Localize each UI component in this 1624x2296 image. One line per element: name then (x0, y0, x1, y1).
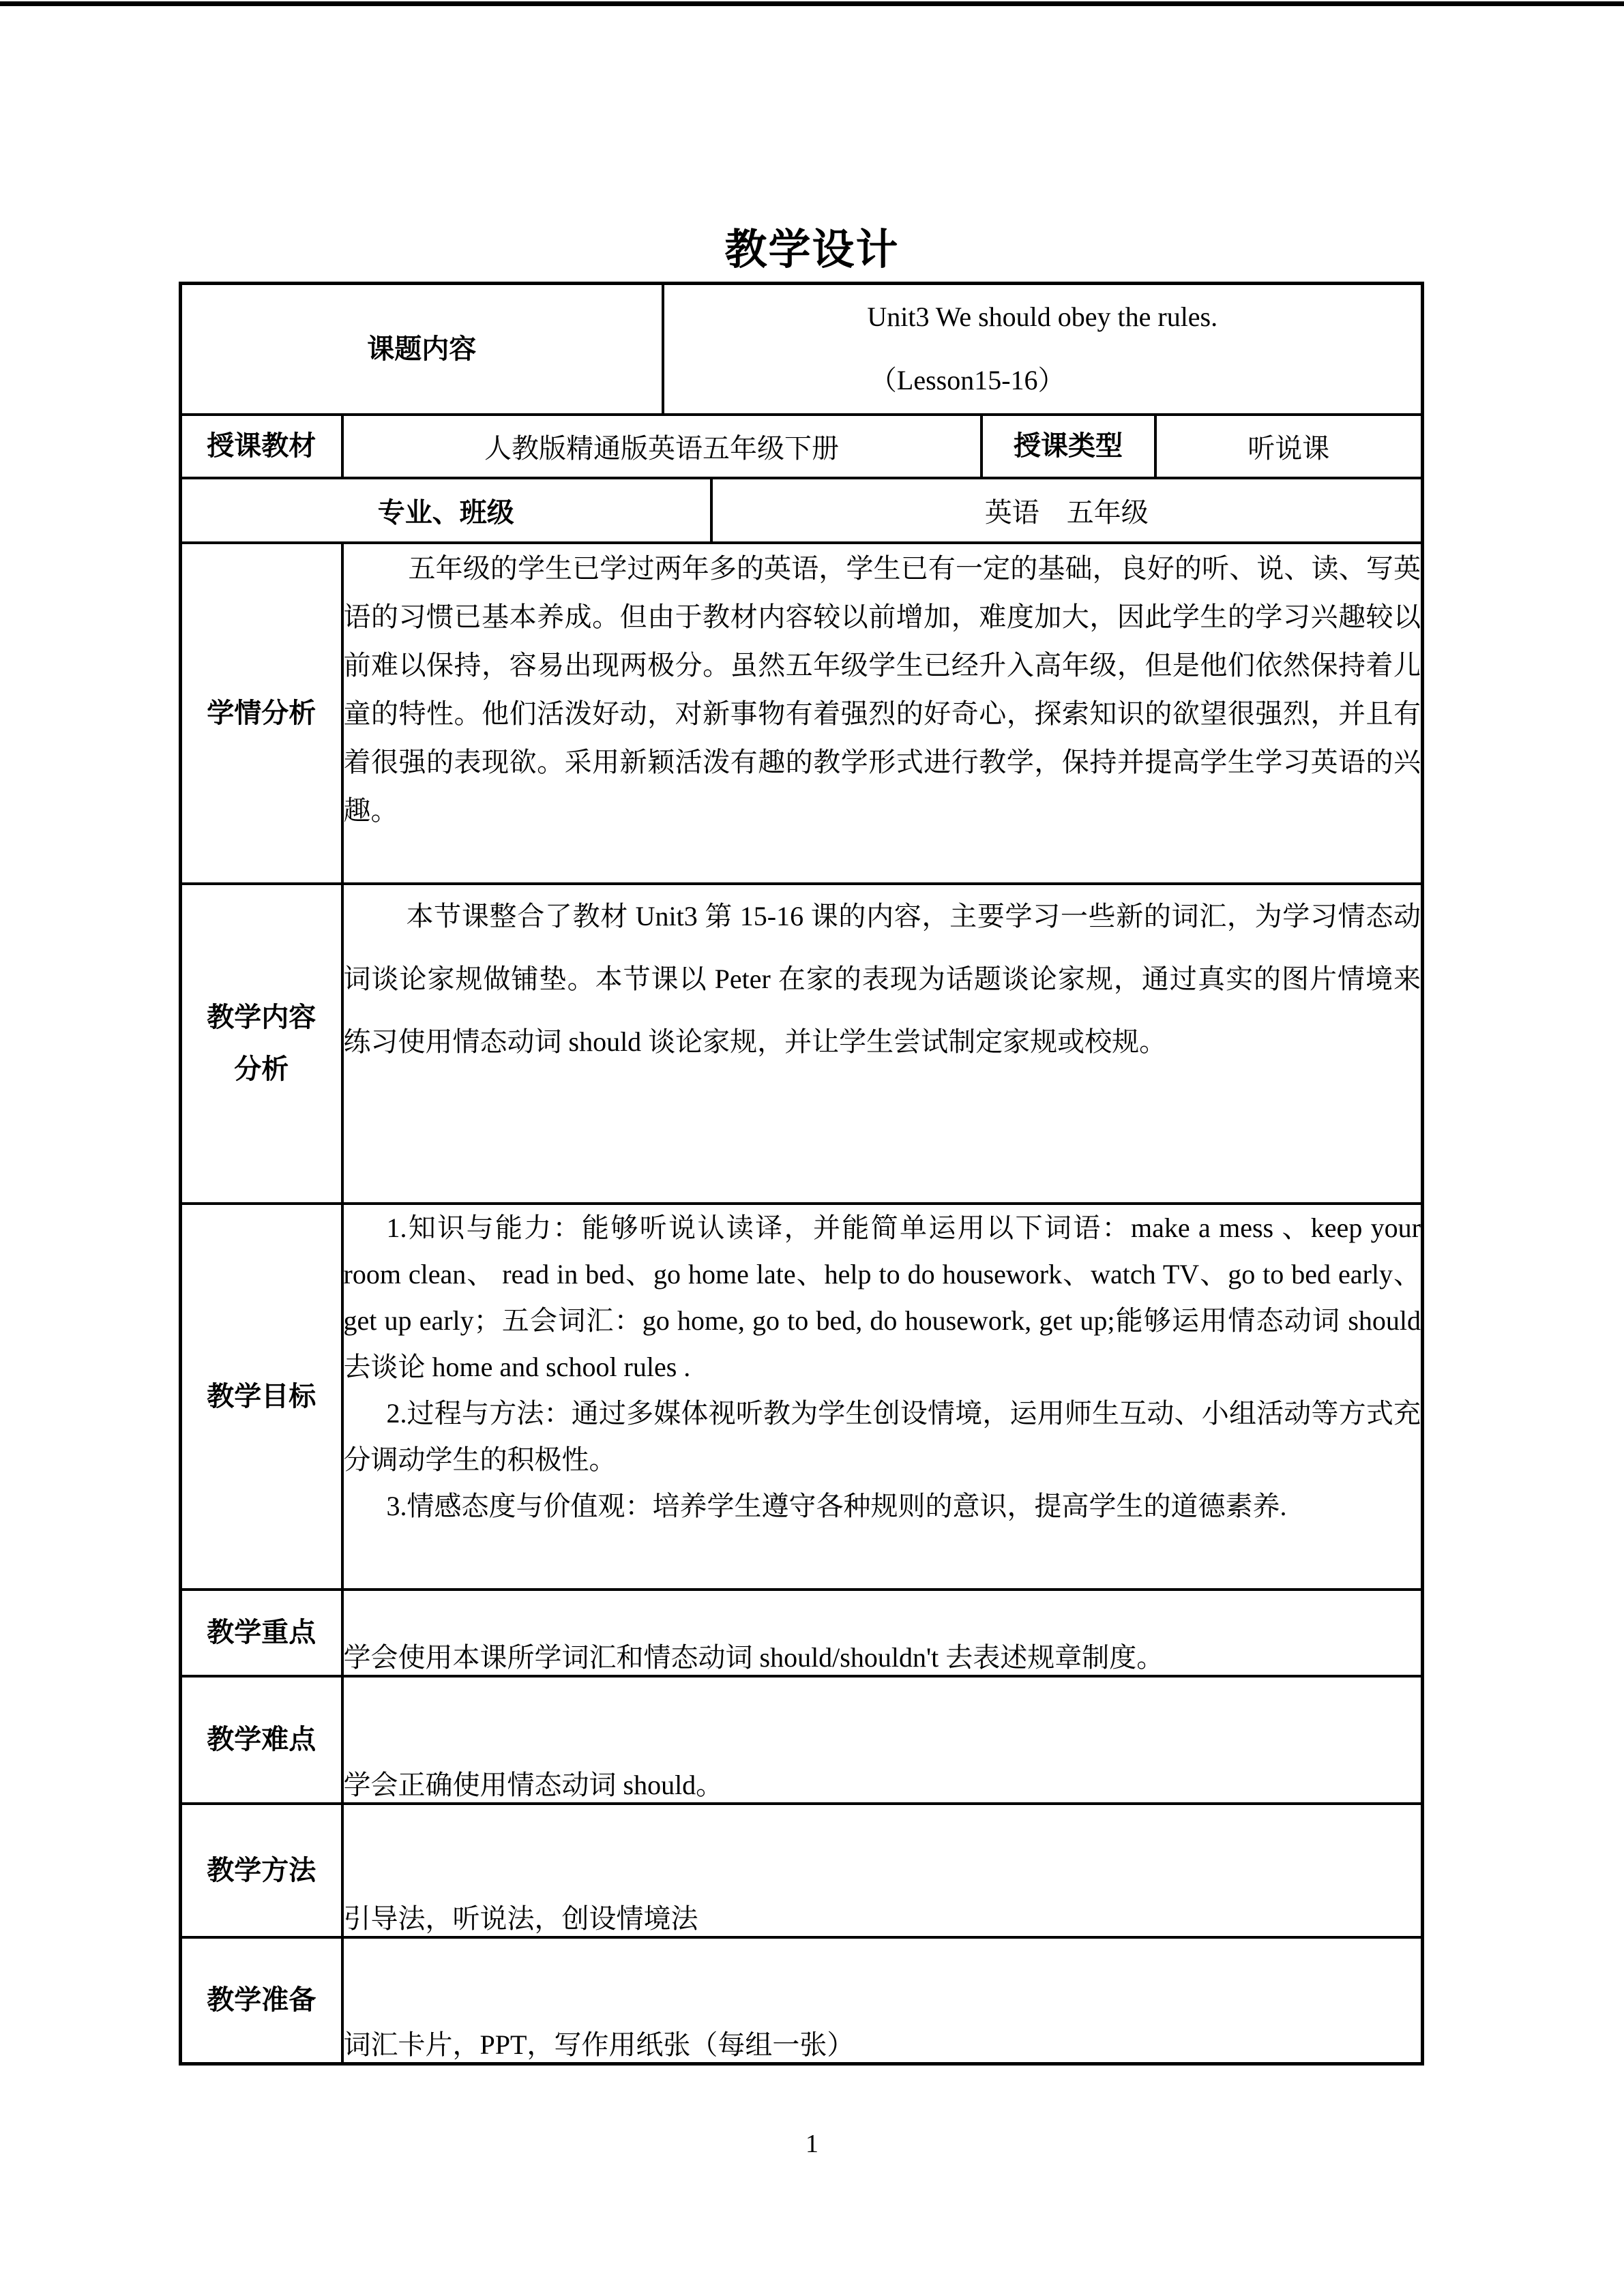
topic-label: 课题内容 (367, 333, 477, 364)
section-label: 教学内容分析 (207, 1002, 316, 1084)
section-content-cell (342, 543, 1423, 884)
section-content-cell (342, 1804, 1423, 1937)
section-label-cell (181, 543, 342, 884)
section-content-cell (342, 1937, 1423, 2064)
section-paragraph: 本节课整合了教材 Unit3 第 15-16 课的内容，主要学习一些新的词汇，为学习情态动词谈论家规做铺垫。本节课以 Peter 在家的表现为话题谈论家规，通过真实的图片情境来练习使用情态动词 should 谈论家规，并让学生尝试制定家规或校规。 (343, 900, 1421, 1057)
table-row (181, 884, 1423, 1204)
section-content-cell (342, 1590, 1423, 1676)
class-label-cell (181, 478, 711, 543)
lesson-type-label: 授课类型 (1014, 430, 1123, 461)
class-value: 英语 五年级 (711, 478, 1423, 543)
scan-edge-bar (0, 1, 1624, 6)
section-label: 教学重点 (207, 1617, 316, 1648)
table-row (181, 1590, 1423, 1676)
page-number: 1 (806, 2130, 818, 2158)
section-label-cell (181, 1204, 342, 1590)
table-row (181, 478, 1423, 543)
lesson-type-label-cell (981, 415, 1155, 478)
topic-subtitle: （Lesson15-16） (869, 364, 1065, 396)
section-content-cell (342, 884, 1423, 1204)
section-label: 教学目标 (207, 1380, 316, 1412)
lesson-plan-table (179, 282, 1424, 2066)
topic-value-cell (663, 284, 1423, 415)
table-row (181, 1204, 1423, 1590)
section-paragraph: 词汇卡片，PPT，写作用纸张（每组一张） (343, 2029, 855, 2060)
textbook-value: 人教版精通版英语五年级下册 (342, 415, 981, 478)
section-label: 学情分析 (207, 697, 316, 728)
lesson-type-value: 听说课 (1155, 415, 1423, 478)
section-paragraph: 五年级的学生已学过两年多的英语，学生已有一定的基础，良好的听、说、读、写英语的习惯已基本养成。但由于教材内容较以前增加，难度加大，因此学生的学习兴趣较以前难以保持，容易出现两极分。虽然五年级学生已经升入高年级，但是他们依然保持着儿童的特性。他们活泼好动，对新事物有着强烈的好奇心，探索知识的欲望很强烈，并且有着很强的表现欲。采用新颖活泼有趣的教学形式进行教学，保持并提高学生学习英语的兴趣。 (343, 552, 1421, 826)
topic-title: Unit3 We should obey the rules. (867, 301, 1218, 332)
section-paragraph: 引导法，听说法，创设情境法 (343, 1903, 698, 1934)
section-label-cell (181, 1590, 342, 1676)
table-row (181, 1676, 1423, 1804)
section-content-cell (342, 1676, 1423, 1804)
section-label: 教学难点 (207, 1724, 316, 1755)
section-paragraph: 1.知识与能力：能够听说认读译，并能简单运用以下词语：make a mess 、keep your room clean、 read in bed、go home late、help to do housework、watch TV、go to bed early、get up early；五会词汇：go home, go to bed, do housework, get up;能够运用情态动词 should 去谈论 home and school rules . (343, 1212, 1421, 1382)
table-row (181, 1937, 1423, 2064)
table-row (181, 415, 1423, 478)
section-paragraph: 2.过程与方法：通过多媒体视听教为学生创设情境，运用师生互动、小组活动等方式充分调动学生的积极性。 (343, 1397, 1421, 1475)
section-paragraph: 学会正确使用情态动词 should。 (343, 1769, 724, 1800)
table-row (181, 284, 1423, 415)
section-label-cell (181, 1676, 342, 1804)
section-label-cell (181, 1937, 342, 2064)
class-label: 专业、班级 (377, 496, 514, 528)
table-row (181, 1804, 1423, 1937)
section-label: 教学方法 (207, 1854, 316, 1885)
section-paragraph: 学会使用本课所学词汇和情态动词 should/shouldn't 去表述规章制度。 (343, 1641, 1164, 1673)
textbook-label: 授课教材 (207, 430, 316, 461)
section-label-cell (181, 1804, 342, 1937)
section-paragraph: 3.情感态度与价值观：培养学生遵守各种规则的意识，提高学生的道德素养. (386, 1490, 1287, 1521)
section-label-cell (181, 884, 342, 1204)
textbook-label-cell (181, 415, 342, 478)
section-label: 教学准备 (207, 1984, 316, 2016)
document-title: 教学设计 (724, 227, 900, 273)
section-content-cell (342, 1204, 1423, 1590)
table-row (181, 543, 1423, 884)
